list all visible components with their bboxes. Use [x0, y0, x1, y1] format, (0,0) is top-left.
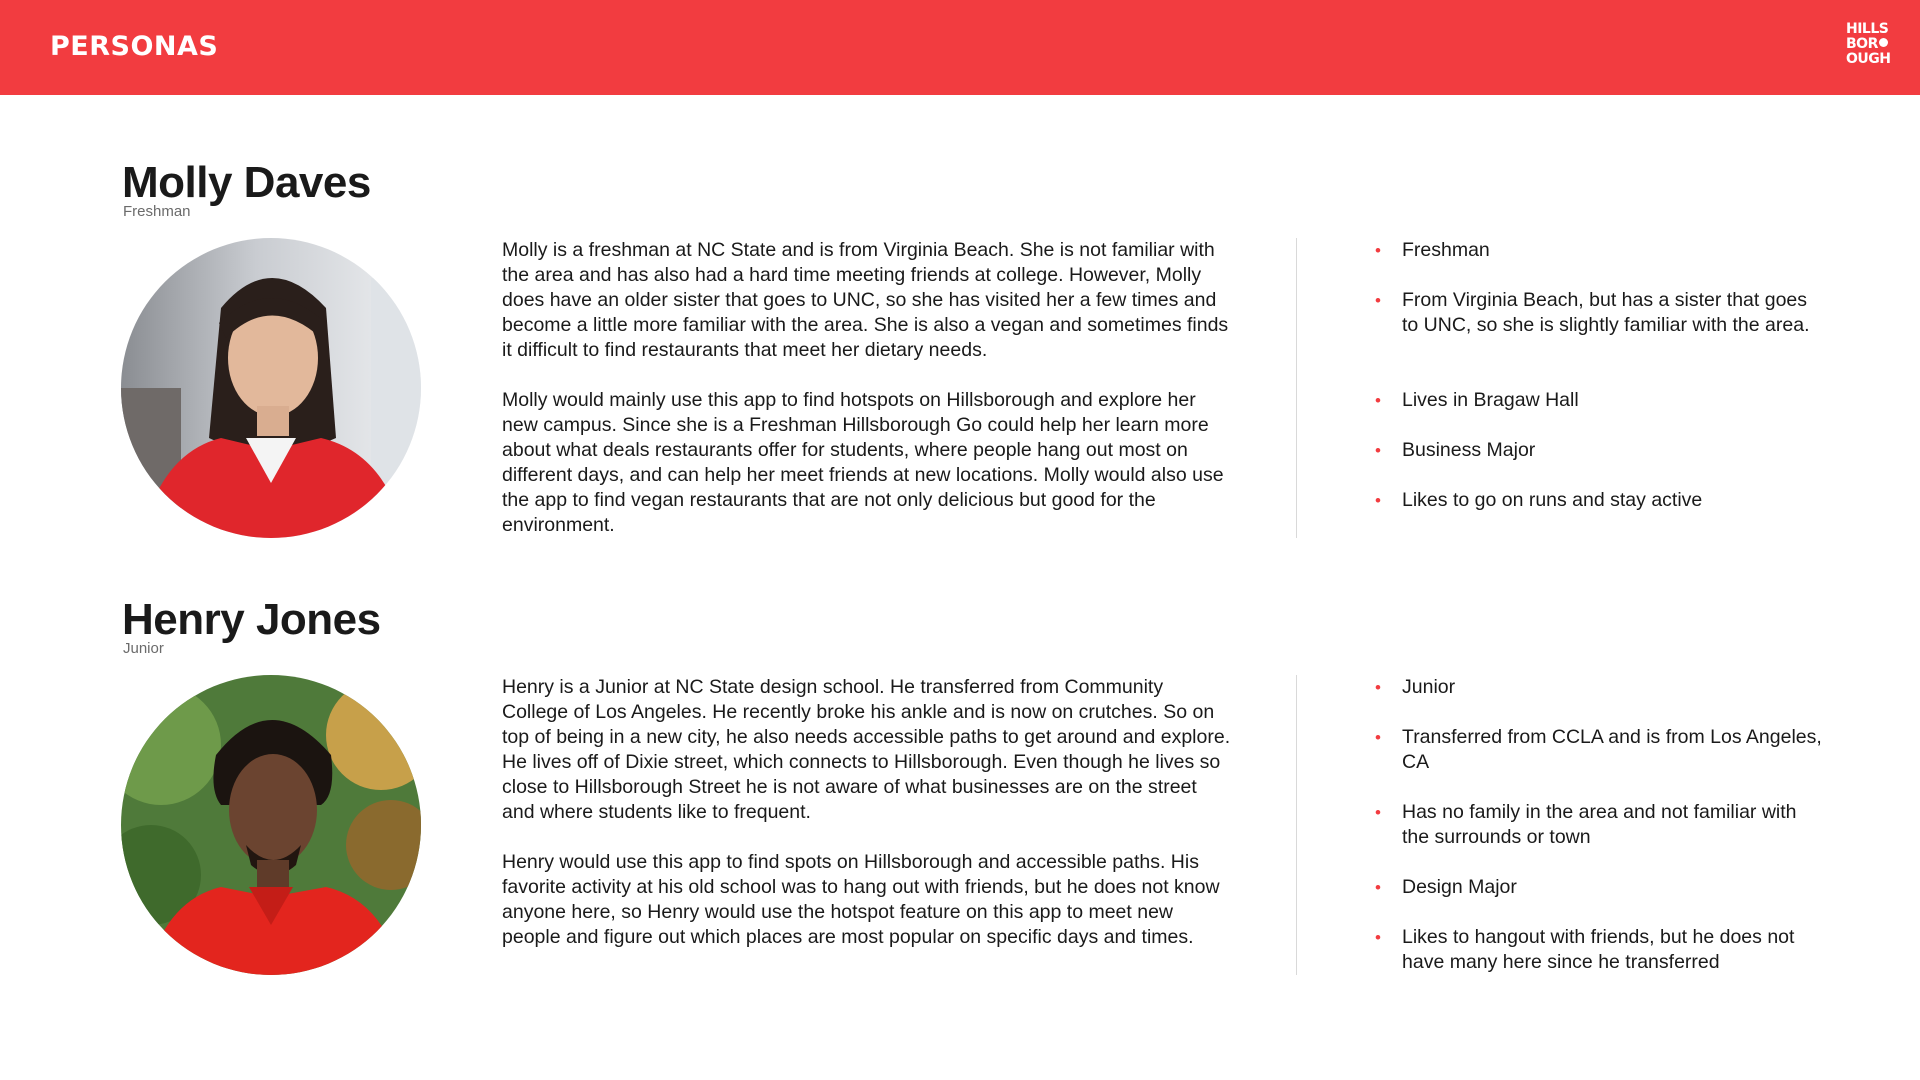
- bullet-icon: •: [1375, 241, 1381, 260]
- logo-line-3: OUGH: [1846, 51, 1891, 67]
- persona-photo: [121, 238, 421, 538]
- bullet-icon: •: [1375, 441, 1381, 460]
- pin-icon: [1879, 38, 1888, 47]
- list-item: • Junior: [1375, 676, 1456, 698]
- bullet-icon: •: [1375, 678, 1381, 697]
- persona-role: Freshman: [123, 203, 191, 220]
- persona-bio: [502, 675, 1232, 950]
- header-bar: [0, 0, 1920, 95]
- list-item: • Transferred from CCLA and is from Los Angeles, CA: [1375, 726, 1822, 773]
- list-item: • From Virginia Beach, but has a sister that goes to UNC, so she is slightly familiar with the area.: [1375, 289, 1810, 336]
- bullet-icon: •: [1375, 491, 1381, 510]
- logo-line-2: BOR: [1846, 37, 1896, 52]
- bio-paragraph: Henry would use this app to find spots on Hillsborough and accessible paths. His favorite activity at his old school was to hang out with friends, but he does not know anyone here, so Henry would use the hotspot feature on this app to meet new people and figure out which places are most popular on specific days and times.: [502, 851, 1220, 948]
- bio-paragraph: Molly would mainly use this app to find hotspots on Hillsborough and explore her new campus. Since she is a Freshman Hillsborough Go could help her learn more about what deals restaurants offer for students, where people hang out most on different days, and can help her meet friends at new locations. Molly would also use the app to find vegan restaurants that are not only delicious but good for the environment.: [502, 389, 1224, 536]
- list-item: • Likes to go on runs and stay active: [1375, 489, 1703, 511]
- bullet-icon: •: [1375, 803, 1381, 822]
- list-item: • Likes to hangout with friends, but he does not have many here since he transferred: [1375, 926, 1795, 973]
- bio-paragraph: Molly is a freshman at NC State and is from Virginia Beach. She is not familiar with the area and has also had a hard time meeting friends at college. However, Molly does have an older sister that goes to UNC, so she has visited her a few times and become a little more familiar with the area. She is also a vegan and sometimes finds it difficult to find restaurants that meet her dietary needs.: [502, 239, 1229, 361]
- list-item: • Lives in Bragaw Hall: [1375, 389, 1579, 411]
- bullet-icon: •: [1375, 728, 1381, 747]
- persona-role: Junior: [123, 640, 164, 657]
- persona-photo: [121, 675, 421, 975]
- bullet-icon: •: [1375, 291, 1381, 310]
- persona-name: Henry Jones: [122, 595, 381, 644]
- column-divider: [1296, 238, 1297, 538]
- list-item: • Has no family in the area and not familiar with the surrounds or town: [1375, 801, 1797, 848]
- bio-paragraph: Henry is a Junior at NC State design school. He transferred from Community College of Los Angeles. He recently broke his ankle and is now on crutches. So on top of being in a new city, he also needs accessible paths to get around and explore. He lives off of Dixie street, which connects to Hillsborough. Even though he lives so close to Hillsborough Street he is not aware of what businesses are on the street and where students like to frequent.: [502, 676, 1231, 823]
- bullet-icon: •: [1375, 391, 1381, 410]
- column-divider: [1296, 675, 1297, 975]
- persona-bio: [502, 238, 1232, 538]
- bullet-icon: •: [1375, 878, 1381, 897]
- list-item: • Business Major: [1375, 439, 1536, 461]
- logo-line-1: HILLS: [1846, 21, 1889, 37]
- hillsborough-logo: [1846, 22, 1896, 67]
- bullet-icon: •: [1375, 928, 1381, 947]
- list-item: • Design Major: [1375, 876, 1517, 898]
- list-item: • Freshman: [1375, 239, 1490, 261]
- page-title: PERSONAS: [50, 31, 219, 62]
- persona-name: Molly Daves: [122, 158, 371, 207]
